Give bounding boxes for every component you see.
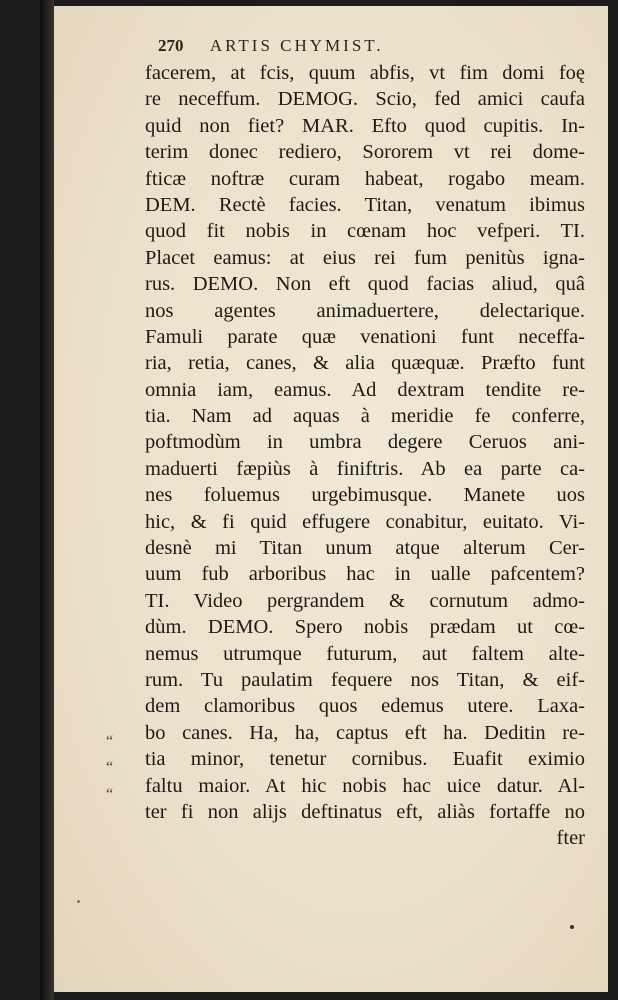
text-line: rum. Tu paulatim fequere nos Titan, & eif- <box>145 668 585 691</box>
text-line: dem clamoribus quos edemus utere. Laxa- <box>145 695 585 718</box>
text-line: dùm. DEMO. Spero nobis prædam ut cœ- <box>145 616 585 639</box>
text-line: re neceffum. DEMOG. Scio, fed amici caufa <box>145 88 585 111</box>
body-text <box>145 60 585 852</box>
text-line: nes foluemus urgebimusque. Manete uos <box>145 484 585 507</box>
text-line: nemus utrumque futurum, aut faltem alte- <box>145 642 585 665</box>
text-line: TI. Video pergrandem & cornutum admo- <box>145 589 585 612</box>
text-line: bo canes. Ha, ha, captus eft ha. Deditin re- <box>145 721 585 744</box>
page-number: 270 <box>158 36 184 55</box>
margin-quote-mark: “ <box>106 785 114 803</box>
text-line: rus. DEMO. Non eft quod facias aliud, quâ <box>145 273 585 296</box>
text-line: quod fit nobis in cœnam hoc vefperi. TI. <box>145 220 585 243</box>
text-line: desnè mi Titan unum atque alterum Cer- <box>145 537 585 560</box>
text-line: hic, & fi quid effugere conabitur, euitato. Vi- <box>145 510 585 533</box>
text-line: maduerti fæpiùs à finiftris. Ab ea parte ca- <box>145 457 585 480</box>
page-header <box>158 36 488 62</box>
text-line: omnia iam, eamus. Ad dextram tendite re- <box>145 378 585 401</box>
text-line: DEM. Rectè facies. Titan, venatum ibimus <box>145 193 585 216</box>
margin-quote-mark: “ <box>106 759 114 777</box>
text-line: faltu maior. At hic nobis hac uice datur. Al- <box>145 774 585 797</box>
text-line: Placet eamus: at eius rei fum penitùs igna- <box>145 246 585 269</box>
text-line: poftmodùm in umbra degere Ceruos ani- <box>145 431 585 454</box>
text-line: terim donec rediero, Sororem vt rei dome- <box>145 141 585 164</box>
text-line: uum fub arboribus hac in ualle pafcentem? <box>145 563 585 586</box>
text-line: fter <box>556 827 585 850</box>
text-line: ter fi non alijs deftinatus eft, aliàs fortaffe no <box>145 800 585 823</box>
text-line: fticæ noftræ curam habeat, rogabo meam. <box>145 167 585 190</box>
text-line: tia minor, tenetur cornibus. Euafit eximio <box>145 748 585 771</box>
text-line: quid non fiet? MAR. Efto quod cupitis. In- <box>145 114 585 137</box>
text-line: ria, retia, canes, & alia quæquæ. Præfto funt <box>145 352 585 375</box>
text-line: Famuli parate quæ venationi funt neceffa- <box>145 325 585 348</box>
binding-gutter <box>40 0 54 1000</box>
text-line: facerem, at fcis, quum abfis, vt fim domi foę <box>145 62 585 84</box>
running-title: ARTIS CHYMIST. <box>209 36 384 55</box>
margin-quote-marks <box>106 729 136 808</box>
margin-quote-mark: “ <box>106 733 114 750</box>
text-line: tia. Nam ad aquas à meridie fe conferre, <box>145 405 585 428</box>
text-line: nos agentes animaduertere, delectarique. <box>145 299 585 322</box>
ink-speck <box>77 900 80 903</box>
ink-speck <box>570 925 574 929</box>
